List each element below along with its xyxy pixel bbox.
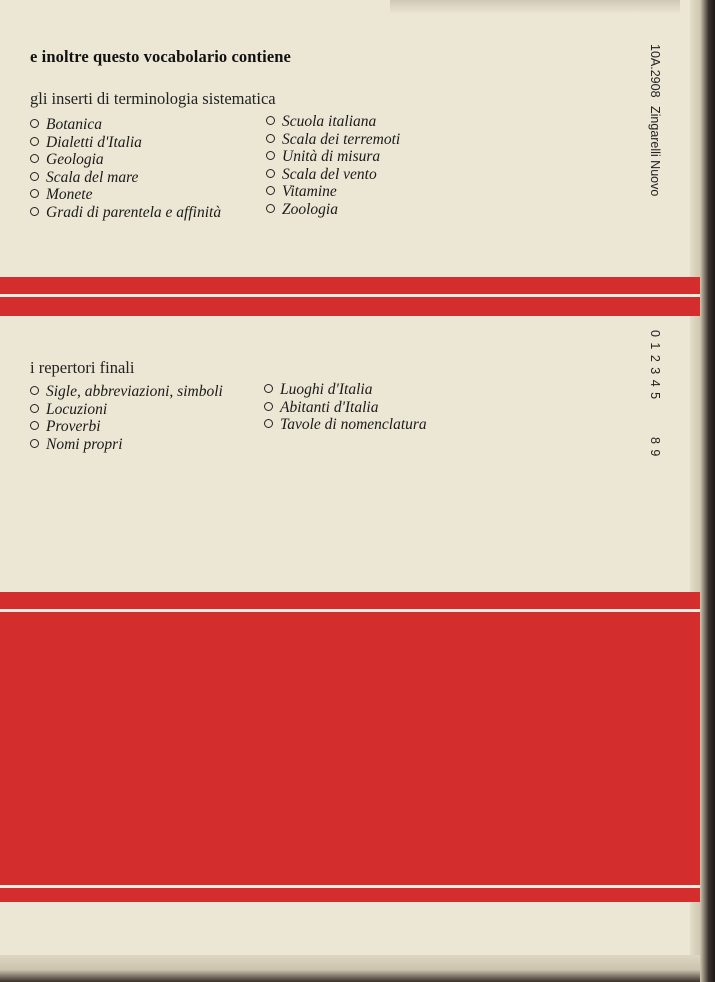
repertori-right-list	[264, 381, 427, 434]
circle-bullet-icon	[266, 186, 275, 195]
circle-bullet-icon	[266, 169, 275, 178]
list-item: Luoghi d'Italia	[264, 381, 427, 399]
circle-bullet-icon	[30, 404, 39, 413]
lower-block-top-stripe	[0, 609, 700, 612]
circle-bullet-icon	[30, 207, 39, 216]
inserts-left-list	[30, 116, 221, 222]
list-item: Nomi propri	[30, 436, 223, 454]
spine-digits-b: 8 9	[648, 437, 662, 458]
list-item: Scuola italiana	[266, 113, 400, 131]
inserts-right-list	[266, 113, 400, 219]
circle-bullet-icon	[30, 439, 39, 448]
circle-bullet-icon	[264, 419, 273, 428]
list-item: Gradi di parentela e affinità	[30, 204, 221, 222]
circle-bullet-icon	[266, 116, 275, 125]
list-item: Zoologia	[266, 201, 400, 219]
repertori-left-list	[30, 383, 223, 453]
list-item: Dialetti d'Italia	[30, 134, 221, 152]
upper-band-stripe	[0, 294, 700, 297]
circle-bullet-icon	[30, 119, 39, 128]
circle-bullet-icon	[266, 151, 275, 160]
lower-block-bottom-stripe	[0, 885, 700, 888]
list-item: Tavole di nomenclatura	[264, 416, 427, 434]
list-item: Unità di misura	[266, 148, 400, 166]
circle-bullet-icon	[30, 189, 39, 198]
spine-digits-a: 0 1 2 3 4 5	[648, 330, 662, 401]
circle-bullet-icon	[266, 134, 275, 143]
spine-code: 10A.2908	[648, 44, 662, 98]
list-item: Proverbi	[30, 418, 223, 436]
circle-bullet-icon	[30, 137, 39, 146]
spine-title: Zingarelli Nuovo	[648, 106, 662, 197]
repertori-title: i repertori finali	[30, 358, 135, 377]
cover-bottom-edge	[0, 955, 700, 982]
list-item: Locuzioni	[30, 401, 223, 419]
list-item: Vitamine	[266, 183, 400, 201]
list-item: Botanica	[30, 116, 221, 134]
list-item: Sigle, abbreviazioni, simboli	[30, 383, 223, 401]
circle-bullet-icon	[30, 154, 39, 163]
circle-bullet-icon	[264, 384, 273, 393]
worn-top-edge	[390, 0, 680, 14]
circle-bullet-icon	[30, 421, 39, 430]
list-item: Scala del vento	[266, 166, 400, 184]
cover-heading: e inoltre questo vocabolario contiene	[30, 47, 291, 66]
list-item: Scala dei terremoti	[266, 131, 400, 149]
circle-bullet-icon	[266, 204, 275, 213]
inserts-title: gli inserti di terminologia sistematica	[30, 89, 276, 108]
circle-bullet-icon	[30, 386, 39, 395]
lower-red-block	[0, 592, 700, 902]
list-item: Scala del mare	[30, 169, 221, 187]
list-item: Abitanti d'Italia	[264, 399, 427, 417]
circle-bullet-icon	[264, 402, 273, 411]
list-item: Geologia	[30, 151, 221, 169]
circle-bullet-icon	[30, 172, 39, 181]
list-item: Monete	[30, 186, 221, 204]
